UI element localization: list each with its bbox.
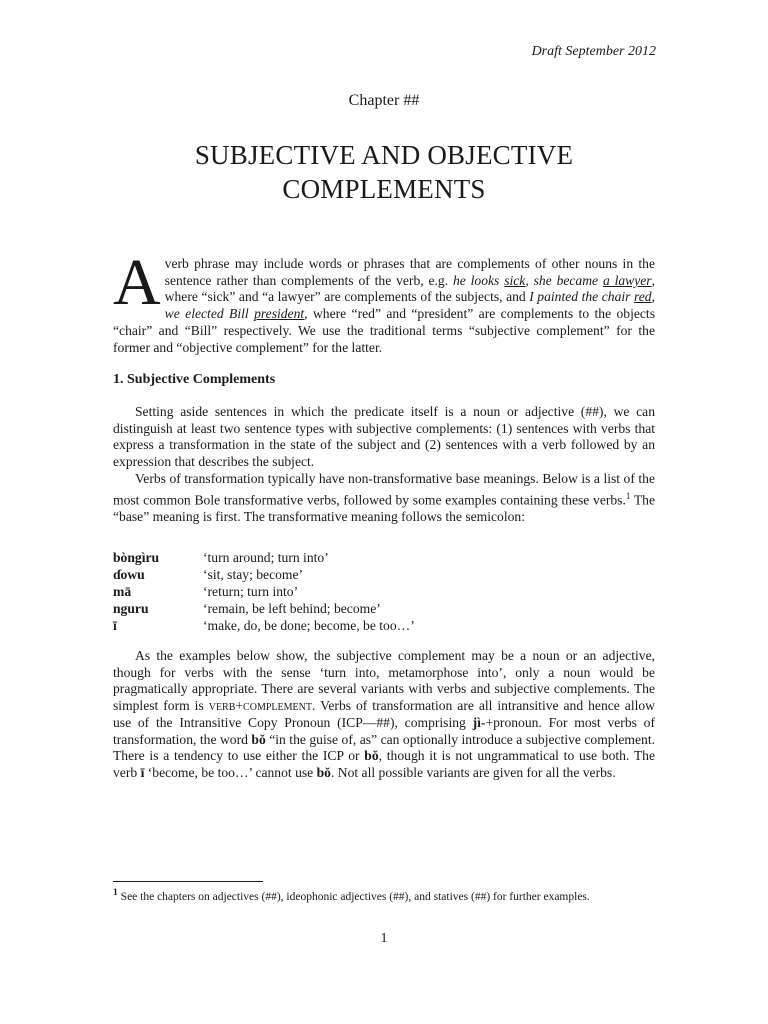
intro-text: , where “red” and “president” are complements to the objects “chair” and “Bill” respectively. We use the traditional terms “subjective complement” for the former and “objective complement” for the latter.	[113, 306, 656, 355]
draft-date: Draft September 2012	[531, 44, 656, 59]
footnote-marker: 1	[625, 490, 631, 501]
verb-row	[113, 566, 415, 583]
paragraph	[113, 404, 655, 471]
footnote	[113, 887, 590, 903]
paragraph-text: As the examples below show, the subjective complement may be a noun or an adjective, though for verbs with the sense ‘turn into, metamorphose into’, only a noun would be pragmatically appropriate. There are several variants with verbs and subjective complements. The simplest form is verb+complement. Verbs of transformation are all intransitive and hence allow use of the Intransitive Copy Pronoun (ICP—##), comprising jì-+pronoun. For most verbs of transformation, the word bǒ “in the guise of, as” can optionally introduce a subjective complement. There is a tendency to use either the ICP or bǒ, though it is not ungrammatical to use both. The verb ī ‘become, be too…’ cannot use bǒ. Not all possible variants are given for all the verbs.	[113, 648, 655, 780]
verb-word: ī	[113, 618, 117, 633]
drop-cap: A	[113, 246, 161, 319]
intro-text: , where “sick” and “a lawyer” are complements of the subjects, and	[164, 272, 655, 305]
verb-word: nguru	[113, 601, 149, 616]
verb-row	[113, 549, 415, 566]
verb-word: ɗowu	[113, 567, 145, 582]
verb-gloss: ‘make, do, be done; become, be too…’	[203, 618, 415, 633]
paragraph	[113, 471, 655, 526]
example-1: he looks sick, she became a lawyer	[452, 272, 652, 288]
intro-paragraph	[113, 246, 656, 356]
paragraph-text: Setting aside sentences in which the predicate itself is a noun or adjective (##), we can distinguish at least two sentence types with subjective complements: (1) sentences with verbs that express a transformation in the state of the subject and (2) sentences with a verb followed by an expression that describes the subject.	[113, 404, 655, 470]
intro-text: verb phrase may include words or phrases that are complements of other nouns in the sentence rather than complements of the verb, e.g.	[164, 256, 655, 288]
verb-gloss: ‘turn around; turn into’	[203, 550, 329, 565]
verb-word: bòngìru	[113, 550, 160, 565]
verb-list	[113, 549, 415, 634]
chapter-title	[0, 138, 768, 206]
paragraph	[113, 648, 655, 782]
chapter-title-line-2: COMPLEMENTS	[282, 174, 486, 204]
verb-row	[113, 583, 415, 600]
chapter-title-line-1: SUBJECTIVE AND OBJECTIVE	[194, 140, 574, 170]
footnote-number: 1	[113, 887, 118, 898]
page-number: 1	[380, 931, 388, 946]
verb-gloss: ‘sit, stay; become’	[203, 567, 304, 582]
chapter-label: Chapter ##	[348, 92, 420, 109]
footnote-divider	[113, 881, 263, 882]
verb-row	[113, 600, 415, 617]
example-2: I painted the chair red, we elected Bill president	[164, 289, 655, 322]
verb-word: mā	[113, 584, 132, 599]
verb-gloss: ‘remain, be left behind; become’	[203, 601, 381, 616]
footnote-text: See the chapters on adjectives (##), ideophonic adjectives (##), and statives (##) for further examples.	[117, 890, 590, 903]
paragraph-text: Verbs of transformation typically have non-transformative base meanings. Below is a list of the most common Bole transformative verbs, followed by some examples containing these verbs.$^1$ The “base” meaning is first. The transformative meaning follows the semicolon:	[113, 471, 655, 524]
verb-row	[113, 617, 415, 634]
section-heading: 1. Subjective Complements	[113, 372, 276, 387]
verb-gloss: ‘return; turn into’	[203, 584, 299, 599]
